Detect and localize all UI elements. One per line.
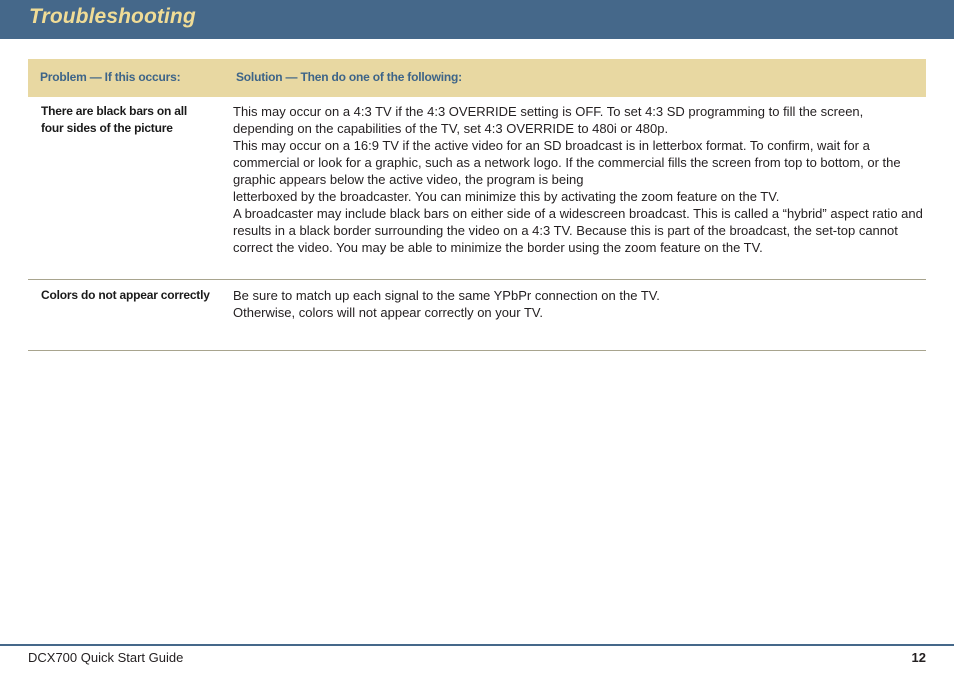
- solution-paragraph: letterboxed by the broadcaster. You can minimize this by activating the zoom feature on the TV.: [233, 189, 780, 204]
- solution-paragraph: A broadcaster may include black bars on either side of a widescreen broadcast. This is called a “hybrid” aspect ratio and results in a black border surrounding the video on a 4:3 TV. Because this is part of the broadcast, the set-top cannot correct the video. You may be able to minimize the border using the zoom feature on the TV.: [233, 206, 923, 255]
- page-title: Troubleshooting: [29, 5, 196, 28]
- problem-cell: Colors do not appear correctly: [41, 288, 210, 302]
- page-number: 12: [911, 650, 926, 665]
- table-row: [28, 280, 926, 351]
- solution-paragraph: Otherwise, colors will not appear correctly on your TV.: [233, 305, 543, 320]
- solution-paragraph: This may occur on a 4:3 TV if the 4:3 OVERRIDE setting is OFF. To set 4:3 SD programming to fill the screen, depending on the capabilities of the TV, set 4:3 OVERRIDE to 480i or 480p.: [233, 104, 864, 136]
- header-bar: [0, 0, 954, 39]
- table-row: [28, 97, 926, 280]
- guide-title: DCX700 Quick Start Guide: [28, 650, 184, 665]
- column-header-problem: Problem — If this occurs:: [40, 70, 181, 84]
- column-header-solution: Solution — Then do one of the following:: [236, 70, 462, 84]
- troubleshooting-table: [28, 59, 926, 351]
- footer-divider: [0, 644, 954, 646]
- solution-cell: [233, 103, 923, 256]
- solution-cell: [233, 287, 923, 321]
- solution-paragraph: Be sure to match up each signal to the same YPbPr connection on the TV.: [233, 288, 660, 303]
- table-header: [28, 59, 926, 97]
- problem-cell: There are black bars on all four sides of the picture: [41, 104, 188, 135]
- solution-paragraph: This may occur on a 16:9 TV if the active video for an SD broadcast is in letterbox format. To confirm, wait for a commercial or look for a graphic, such as a network logo. If the commercial fills the screen from top to bottom, or the graphic appears below the active video, the program is being: [233, 138, 901, 187]
